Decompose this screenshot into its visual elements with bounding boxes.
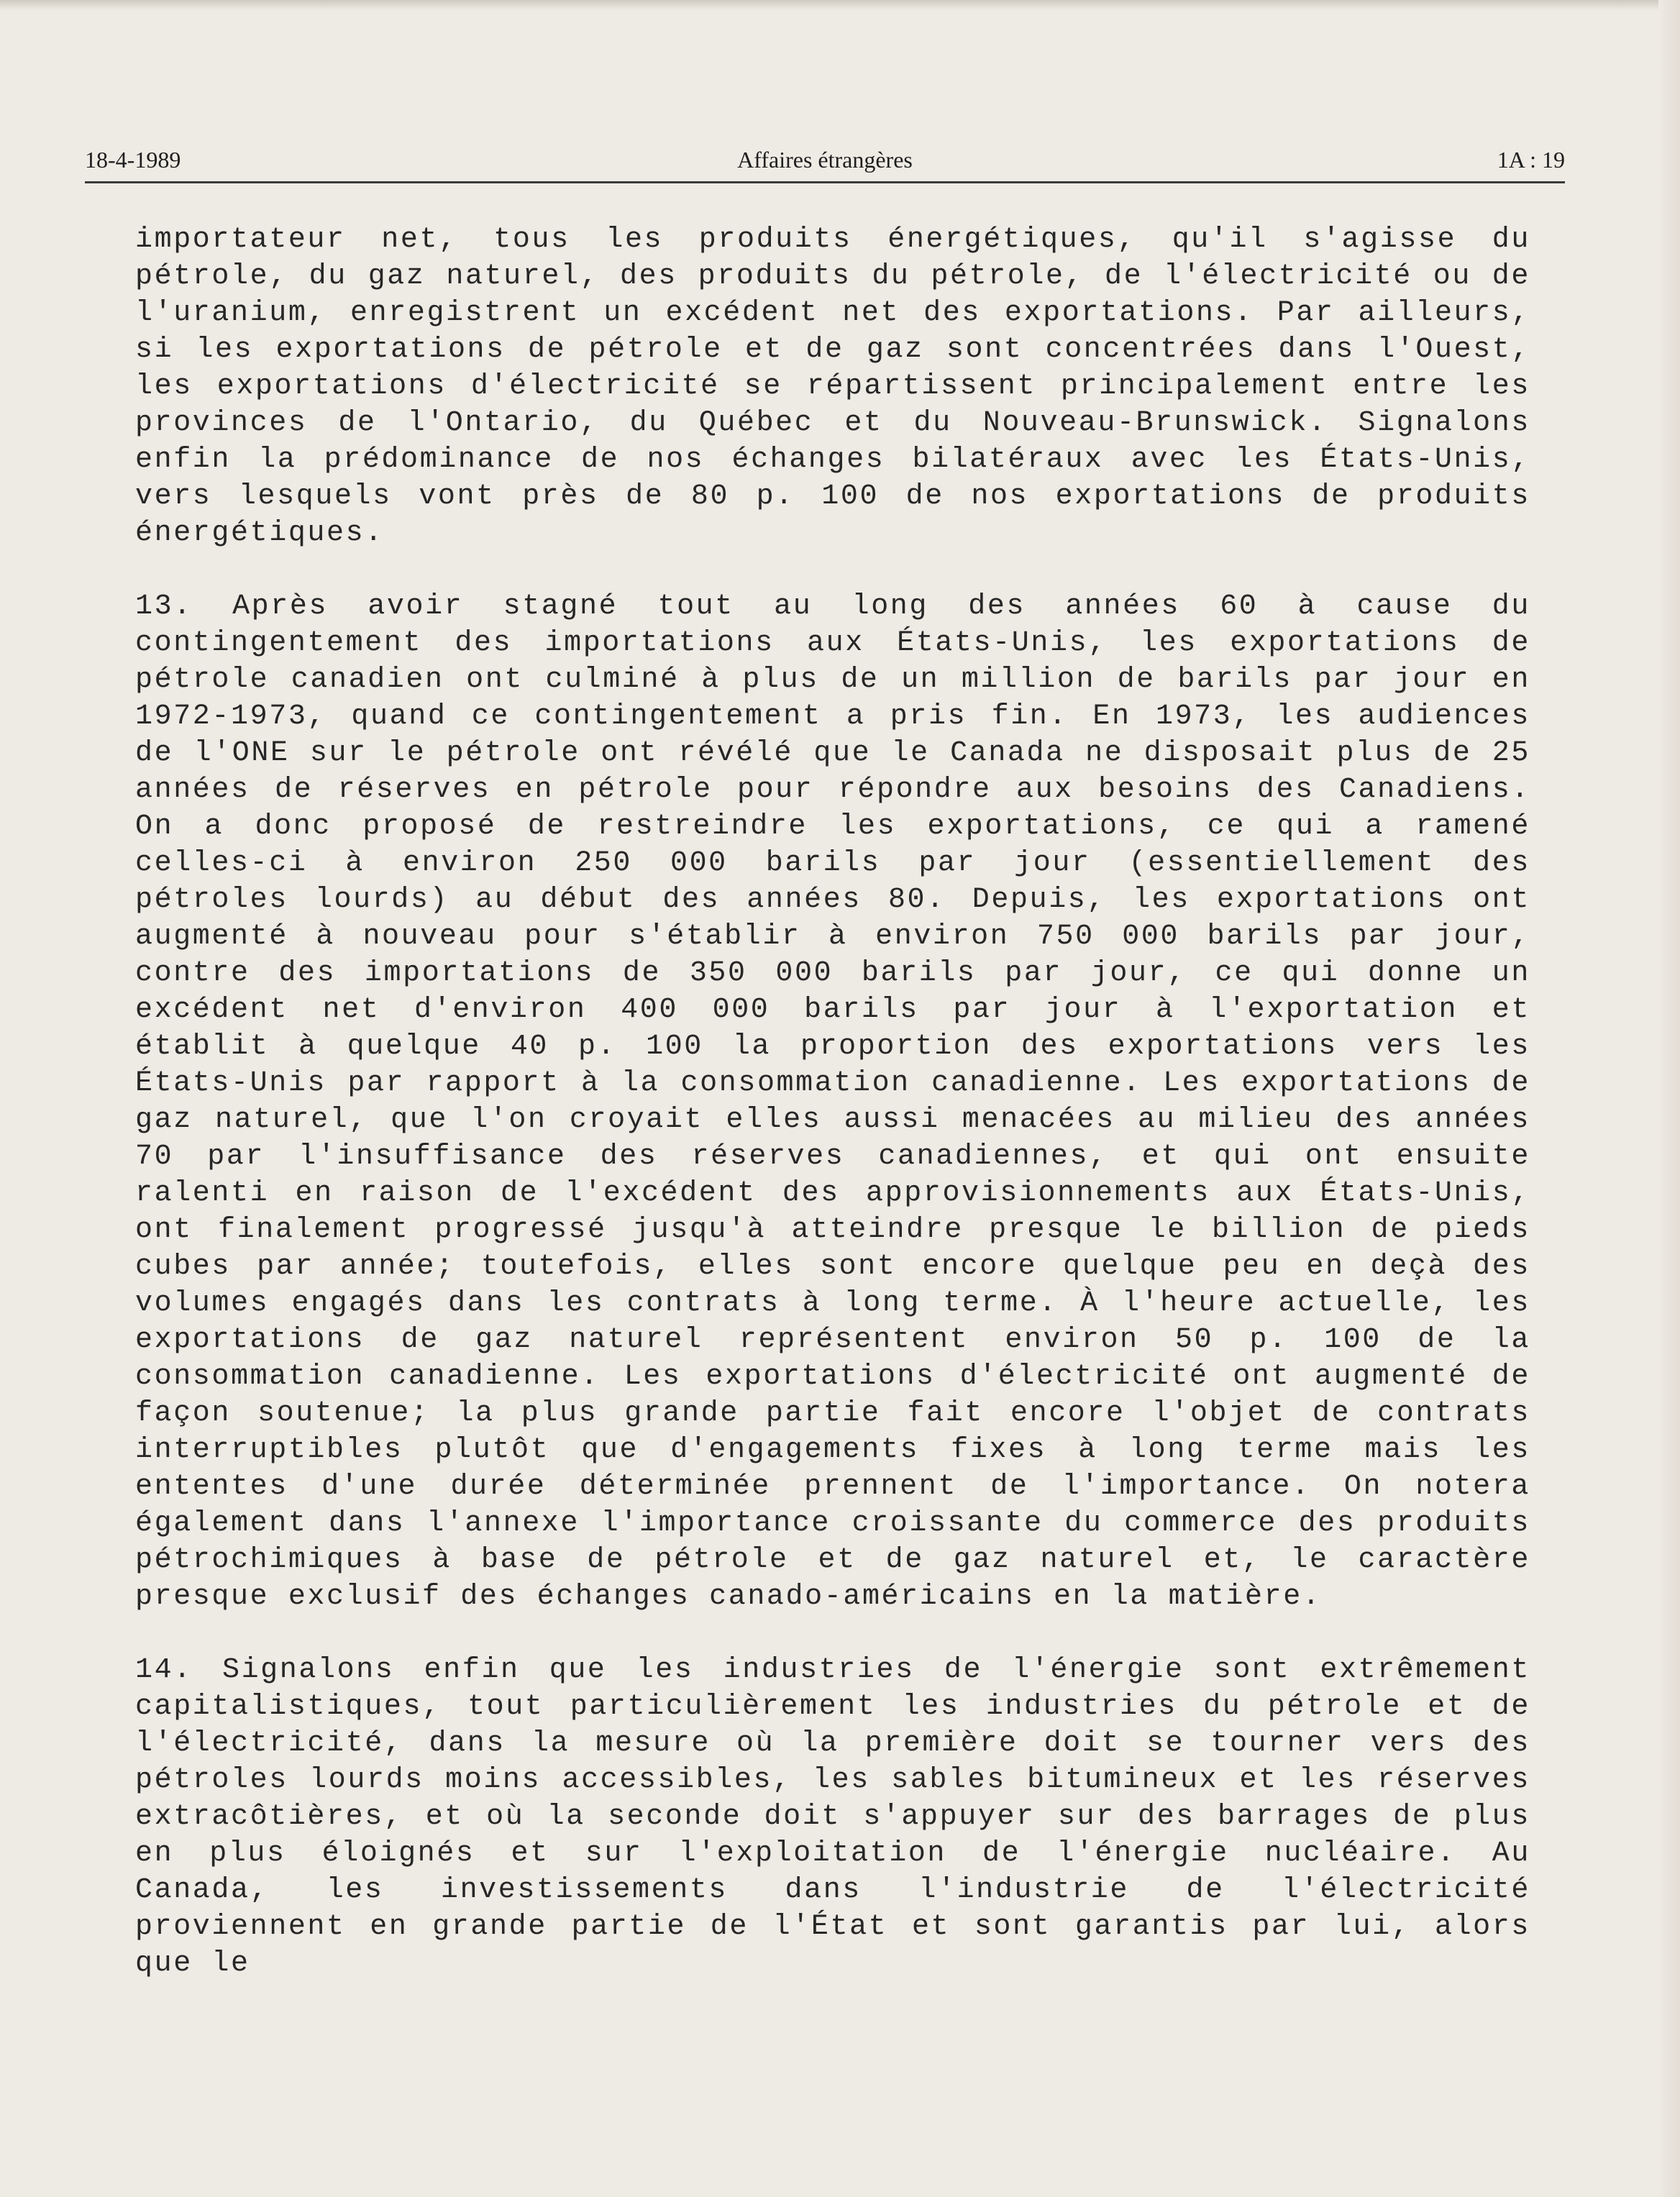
paragraph-text: Après avoir stagné tout au long des années 60 à cause du contingentement des importations aux États-Unis, les exportations de pétrole canadien ont culminé à plus de un million de barils par jour en 1972-1973, quand ce contingentement a pris fin. En 1973, les audiences de l'ONE sur le pétrole ont révélé que le Canada ne disposait plus de 25 années de réserves en pétrole pour répondre aux besoins des Canadiens. On a donc proposé de restreindre les exportations, ce qui a ramené celles-ci à environ 250 000 barils par jour (essentiellement des pétroles lourds) au début des années 80. Depuis, les exportations ont augmenté à nouveau pour s'établir à environ 750 000 barils par jour, contre des importations de 350 000 barils par jour, ce qui donne un excédent net d'environ 400 000 barils par jour à l'exportation et établit à quelque 40 p. 100 la proportion des exportations vers les États-Unis par rapport à la consommation canadienne. Les exportations de gaz naturel, que l'on croyait elles aussi menacées au milieu des années 70 par l'insuffisance des réserves canadiennes, et qui ont ensuite ralenti en raison de l'excédent des approvisionnements aux États-Unis, ont finalement progressé jusqu'à atteindre presque le billion de pieds cubes par année; toutefois, elles sont encore quelque peu en deçà des volumes engagés dans les contrats à long terme. À l'heure actuelle, les exportations de gaz naturel représentent environ 50 p. 100 de la consommation canadienne. Les exportations d'électricité ont augmenté de façon soutenue; la plus grande partie fait encore l'objet de contrats interruptibles plutôt que d'engagements fixes à long terme mais les ententes d'une durée déterminée prennent de l'importance. On notera également dans l'annexe l'importance croissante du commerce des produits pétrochimiques à base de pétrole et de gaz naturel et, le caractère presque exclusif des échanges canado-américains en la matière.	[135, 590, 1530, 1613]
page-right-edge	[1658, 0, 1680, 2197]
header-page-ref: 1A : 19	[1497, 147, 1565, 173]
paragraph-text: importateur net, tous les produits énergétiques, qu'il s'agisse du pétrole, du gaz naturel, des produits du pétrole, de l'électricité ou de l'uranium, enregistrent un excédent net des exportations. Par ailleurs, si les exportations de pétrole et de gaz sont concentrées dans l'Ouest, les exportations d'électricité se répartissent principalement entre les provinces de l'Ontario, du Québec et du Nouveau-Brunswick. Signalons enfin la prédominance de nos échanges bilatéraux avec les États-Unis, vers lesquels vont près de 80 p. 100 de nos exportations de produits énergétiques.	[135, 224, 1530, 549]
paragraph-text: Signalons enfin que les industries de l'énergie sont extrêmement capitalistiques, tout particulièrement les industries du pétrole et de l'électricité, dans la mesure où la première doit se tourner vers des pétroles lourds moins accessibles, les sables bitumineux et les réserves extracôtières, et où la seconde doit s'appuyer sur des barrages de plus en plus éloignés et sur l'exploitation de l'énergie nucléaire. Au Canada, les investissements dans l'industrie de l'électricité proviennent en grande partie de l'État et sont garantis par lui, alors que le	[135, 1654, 1530, 1980]
paragraph-continued	[135, 221, 1530, 552]
paragraph-number: 14.	[135, 1654, 193, 1686]
running-header	[85, 147, 1565, 183]
header-title: Affaires étrangères	[737, 147, 913, 173]
body-text	[135, 221, 1530, 2019]
paragraph-14	[135, 1652, 1530, 1982]
paragraph-number: 13.	[135, 590, 193, 623]
header-date: 18-4-1989	[85, 147, 181, 173]
paragraph-13	[135, 588, 1530, 1615]
page-top-edge	[0, 0, 1680, 10]
